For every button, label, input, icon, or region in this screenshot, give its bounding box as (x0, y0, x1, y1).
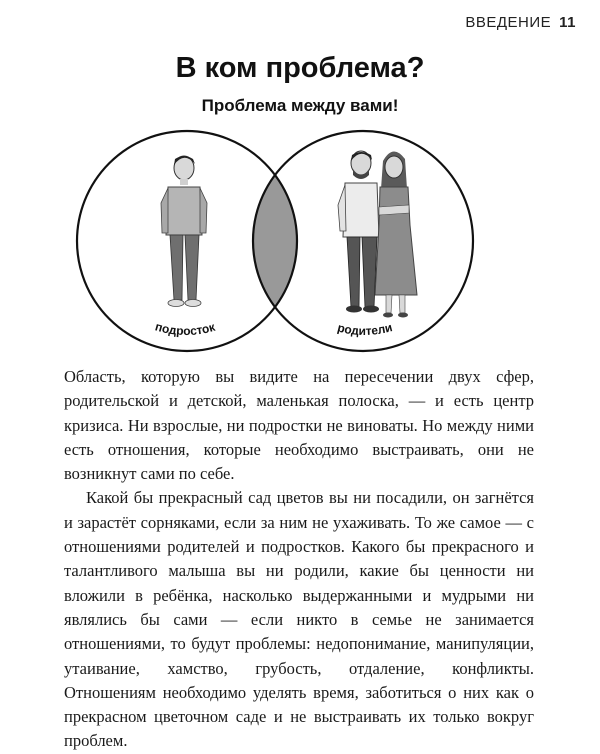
teen-label: подросток (153, 319, 217, 339)
mother-figure (375, 151, 417, 317)
body-text (64, 365, 534, 754)
paragraph-1: Область, которую вы видите на пересечении двух сфер, родительской и детской, маленькая полоска, — и есть центр кризиса. Ни взрослые, ни подростки не виноваты. Но между ними есть отношения, которые необходимо выстраивать, они не возникнут сами по себе. (64, 367, 534, 484)
page-number: 11 (559, 14, 576, 31)
section-title: ВВЕДЕНИЕ (465, 14, 552, 31)
running-head (465, 14, 576, 31)
page-subtitle: Проблема между вами! (201, 96, 399, 115)
teenager-figure (161, 156, 207, 307)
page-title: В ком проблема? (175, 52, 425, 84)
parents-label: родители (335, 320, 394, 339)
father-figure (338, 151, 379, 313)
venn-diagram (75, 125, 475, 355)
paragraph-2: Какой бы прекрасный сад цветов вы ни посадили, он загнётся и зарастёт сорняками, если за ним не ухаживать. То же самое — с отношениями родителей и подростков. Какого бы прекрасного и талантливого малыша вы ни родили, какие бы ценности ни вложили в ребёнка, насколько выдержанными и мудрыми ни являлись бы сами — если никто в семье не занимается отношениями, то будут проблемы: недопонимание, манипуляции, утаивание, хамство, грубость, отдаление, конфликты. Отношениям необходимо уделять время, заботиться о них как о прекрасном цветочном саде и не выстраивать их только вокруг проблем. (64, 488, 534, 751)
